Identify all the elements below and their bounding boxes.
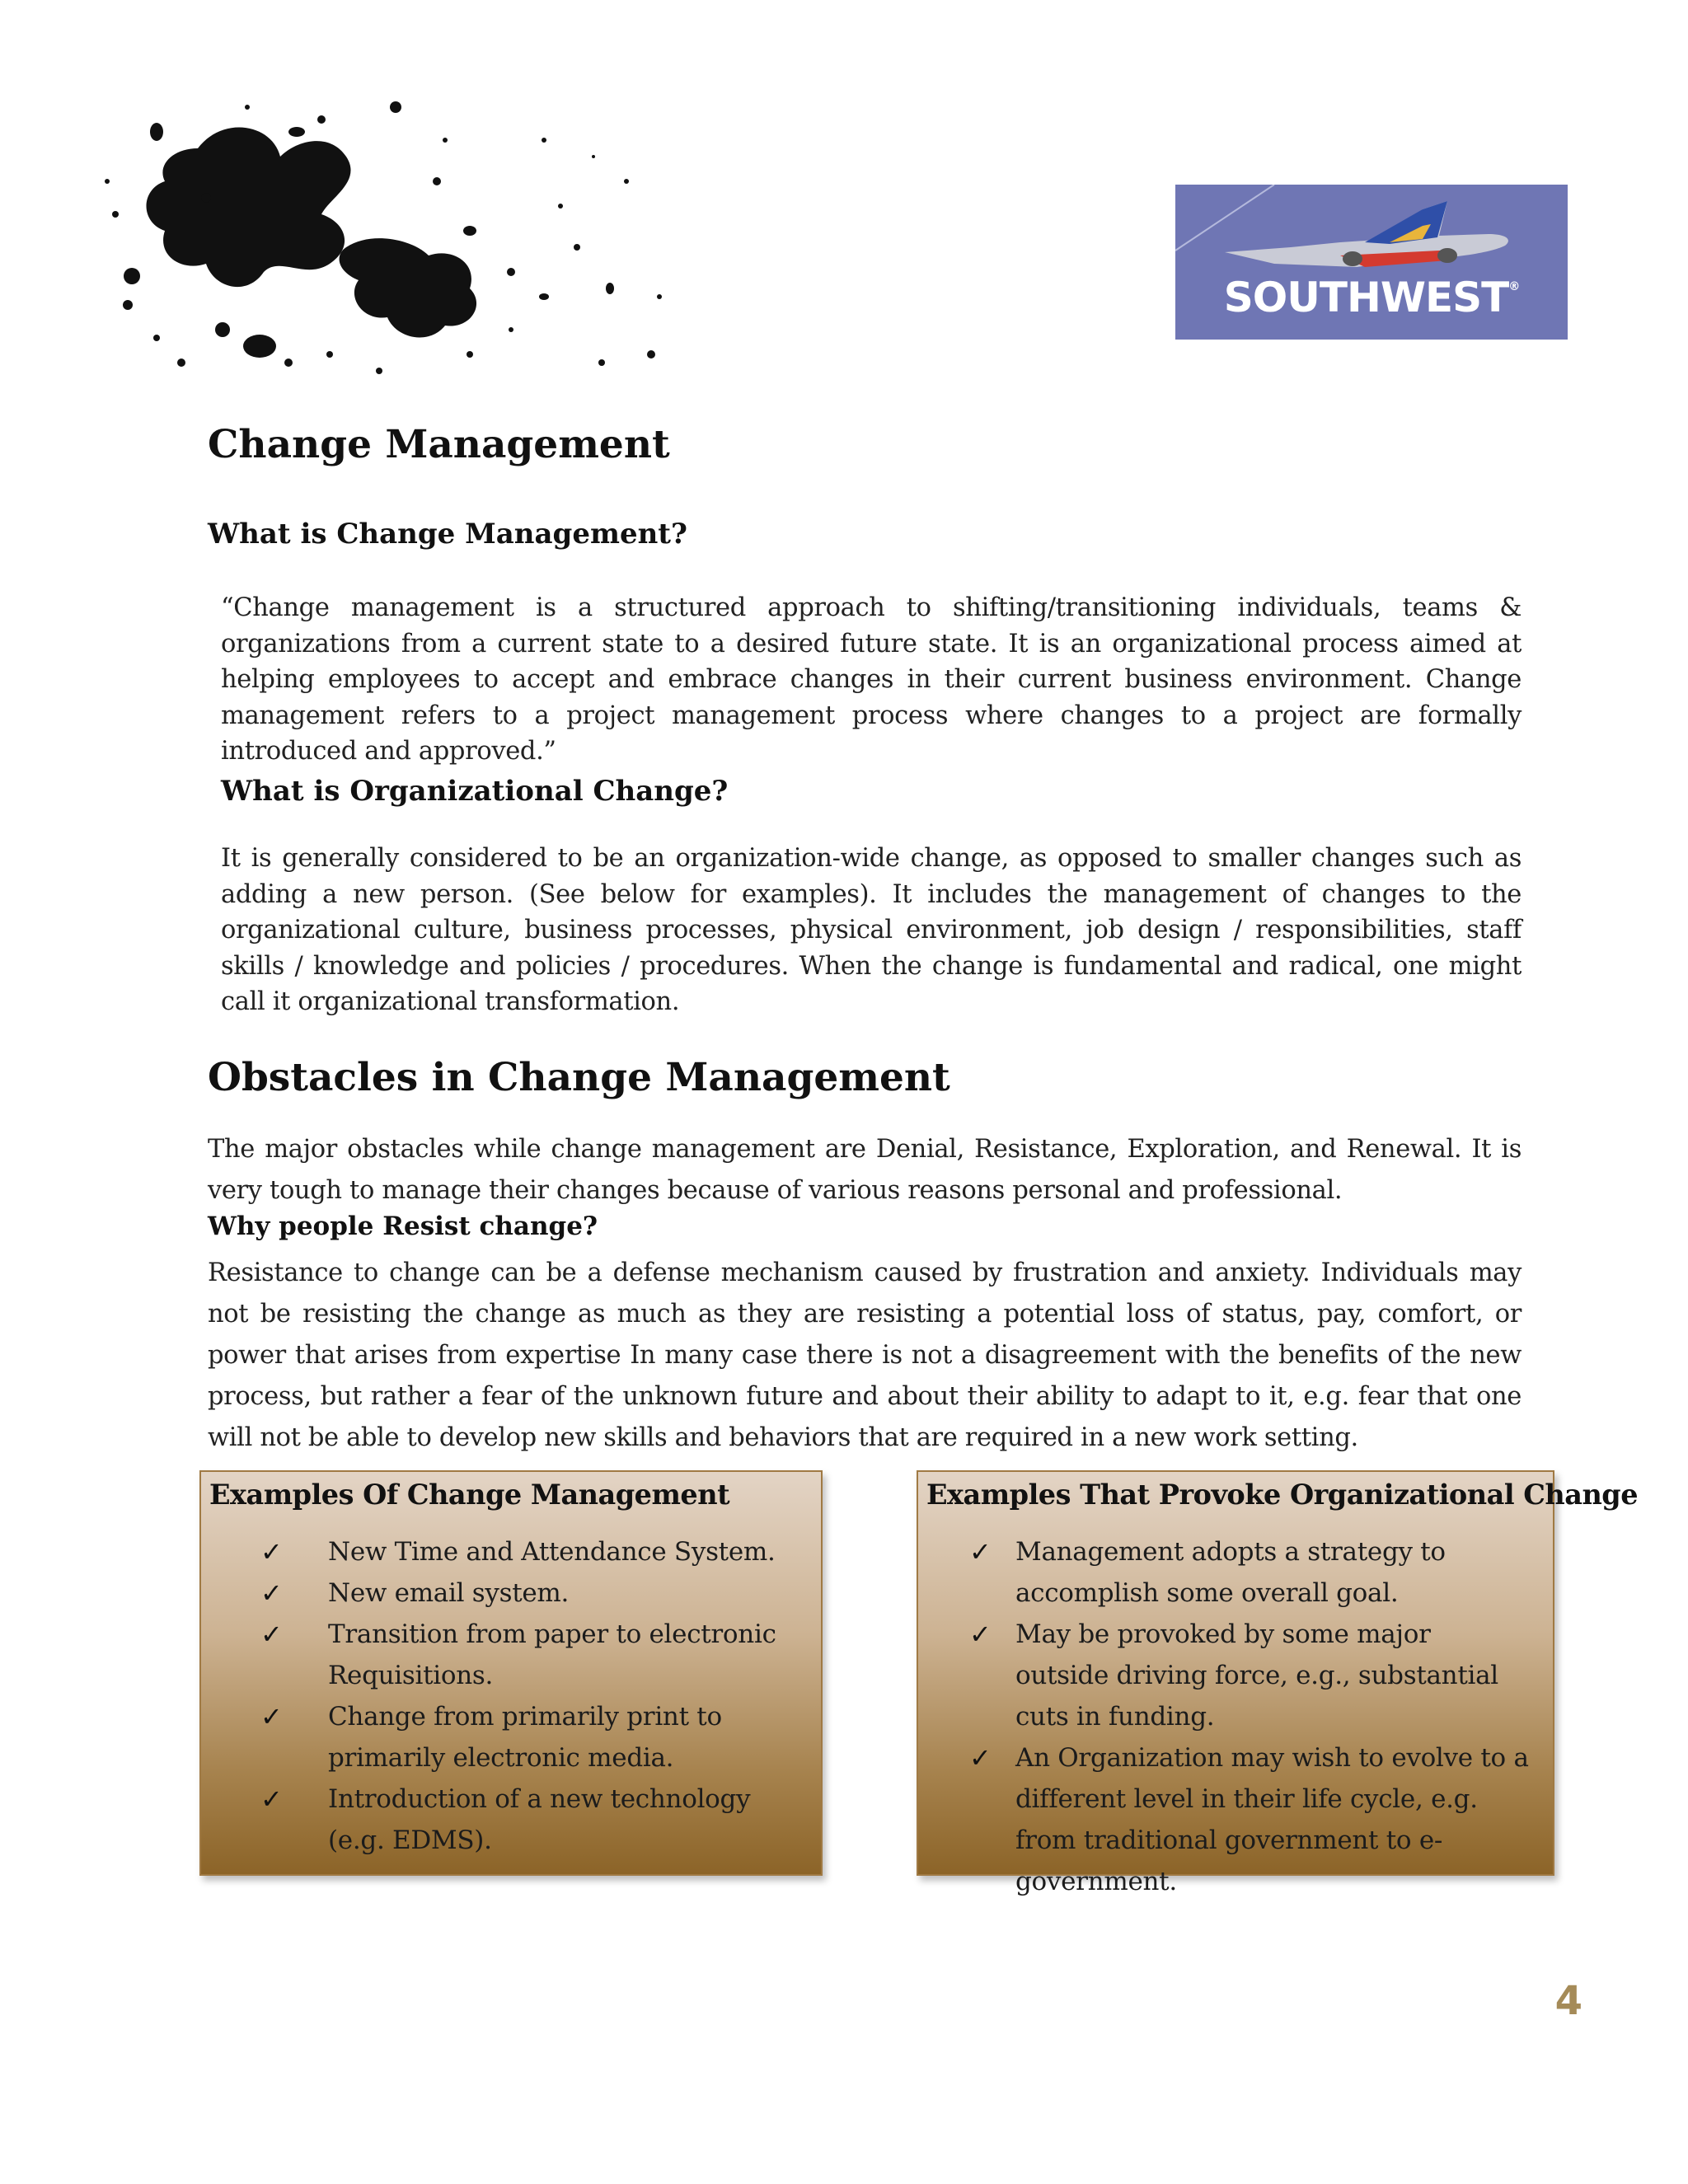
examples-change-management-box [199,1470,823,1876]
list-item [260,1696,804,1779]
box-title: Examples Of Change Management [209,1479,730,1511]
southwest-logo [1175,185,1568,340]
list-item [969,1614,1530,1737]
list-item [969,1531,1530,1614]
list-item-text: Transition from paper to electronic Requisitions. [328,1619,776,1690]
obstacles-heading: Obstacles in Change Management [208,1055,950,1100]
checkmark-icon: ✓ [969,1742,992,1774]
page-number: 4 [1554,1978,1582,2024]
organizational-change-definition: It is generally considered to be an organization-wide change, as opposed to smaller changes such as adding a new person. (See below for examples). It includes the management of changes to the organizational culture, business processes, physical environment, job design / responsibilities, staff skills / knowledge and policies / procedures. When the change is fundamental and radical, one might call it organizational transformation. [221,844,1522,1017]
list-item-text: Introduction of a new technology (e.g. EDMS). [328,1784,751,1855]
resistance-paragraph: Resistance to change can be a defense mechanism caused by frustration and anxiety. Individuals may not be resisting the change as much as they are resisting a potential loss of status, pay, comfort, or power that arises from expertise In many case there is not a disagreement with the benefits of the new process, but rather a fear of the unknown future and about their ability to adapt to it, e.g. fear that one will not be able to develop new skills and behaviors that are required in a new work setting. [208,1258,1522,1452]
examples-list [969,1531,1530,1902]
list-item-text: May be provoked by some major outside driving force, e.g., substantial cuts in funding. [1015,1619,1498,1732]
checkmark-icon: ✓ [969,1619,992,1650]
list-item [260,1779,804,1861]
ink-splatter-decoration [82,82,692,412]
trademark: ® [1508,280,1520,293]
list-item [260,1572,804,1614]
logo-text: SOUTHWEST [1223,274,1509,321]
what-is-change-management-heading: What is Change Management? [208,518,687,551]
list-item-text: New email system. [328,1578,570,1608]
checkmark-icon: ✓ [260,1536,283,1568]
checkmark-icon: ✓ [260,1701,283,1732]
list-item-text: New Time and Attendance System. [328,1537,776,1567]
examples-provoke-change-box [917,1470,1639,1896]
examples-list [260,1531,804,1861]
change-management-definition: “Change management is a structured approach to shifting/transitioning individuals, teams & organizations from a current state to a desired future state. It is an organizational process aimed at helping employees to accept and embrace changes in their current business environment. Change management refers to a project management process where changes to a project are formally introduced and approved.” [221,593,1522,766]
obstacles-paragraph: The major obstacles while change management are Denial, Resistance, Exploration, and Renewal. It is very tough to manage their changes because of various reasons personal and professional. [208,1135,1522,1205]
list-item [969,1737,1530,1902]
checkmark-icon: ✓ [260,1619,283,1650]
box-title: Examples That Provoke Organizational Change [926,1479,1639,1511]
checkmark-icon: ✓ [260,1783,283,1815]
list-item [260,1614,804,1696]
list-item-text: Change from primarily print to primarily electronic media. [328,1702,722,1773]
list-item [260,1531,804,1572]
checkmark-icon: ✓ [969,1536,992,1568]
page-title: Change Management [208,422,670,467]
list-item-text: An Organization may wish to evolve to a different level in their life cycle, e.g. from traditional government to e-government. [1015,1743,1529,1896]
list-item-text: Management adopts a strategy to accomplish some overall goal. [1015,1537,1446,1608]
what-is-organizational-change-heading: What is Organizational Change? [221,775,729,808]
why-resist-heading: Why people Resist change? [208,1212,598,1241]
checkmark-icon: ✓ [260,1577,283,1609]
